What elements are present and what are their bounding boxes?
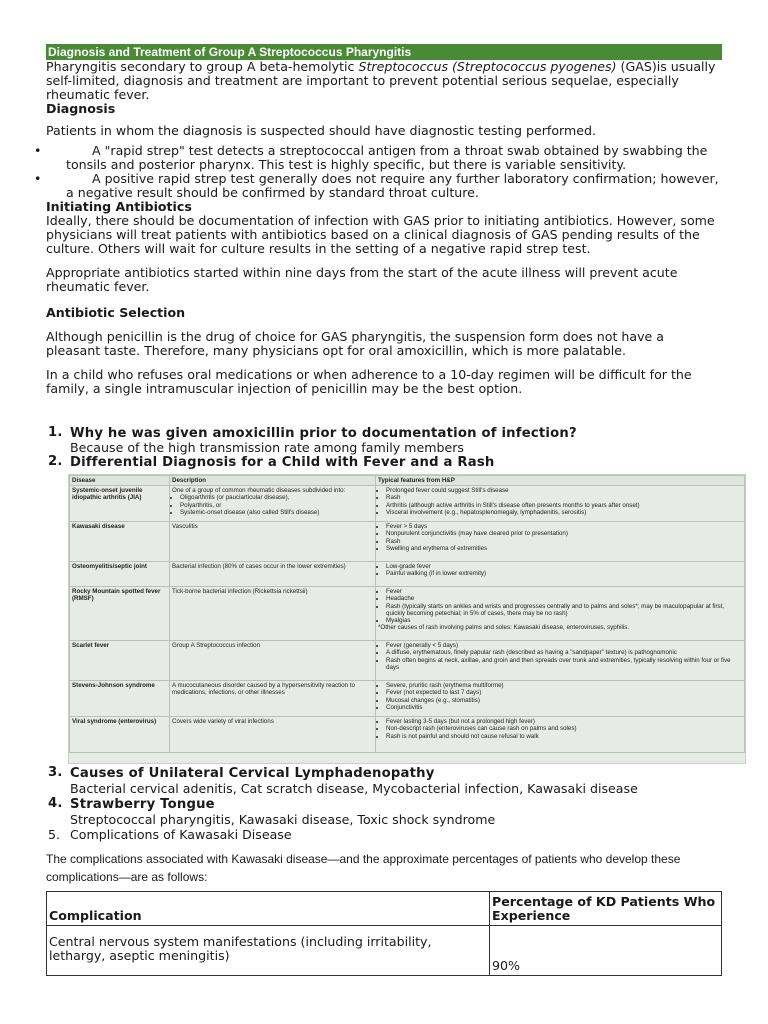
list-item: • Oligoarthritis (or pauciarticular disease), xyxy=(180,494,373,501)
differential-diagnosis-table xyxy=(69,475,745,753)
ddx-cell-features xyxy=(376,717,745,753)
ddx-cell-features xyxy=(376,562,745,587)
question-item xyxy=(46,765,722,796)
kd-complications-table xyxy=(46,891,722,976)
question-text: Complications of Kawasaki Disease xyxy=(70,827,292,842)
list-item: • Fever (generally < 5 days) xyxy=(386,642,742,649)
list-item: • Polyarthritis, or xyxy=(180,502,373,509)
ddx-features-list xyxy=(378,563,742,577)
question-number: 3. xyxy=(48,765,63,780)
ddx-cell-description xyxy=(170,562,376,587)
intro-paragraph xyxy=(46,60,722,102)
ddx-cell-description xyxy=(170,522,376,562)
ddx-features-list xyxy=(378,718,742,740)
differential-diagnosis-table-image xyxy=(68,474,746,764)
ddx-description-text: Vasculitis xyxy=(172,523,198,531)
table-row xyxy=(70,587,745,641)
intro-text-post: (GAS)is usually self-limited, diagnosis and treatment are important to prevent potential serious sequelae, especially rheumatic fever. xyxy=(46,59,716,102)
kd-table-header-row xyxy=(47,892,722,926)
ddx-cell-disease: Systemic-onset juvenile idiopathic arthritis (JIA) xyxy=(70,486,170,522)
ddx-cell-disease: Viral syndrome (enterovirus) xyxy=(70,717,170,753)
initiating-paragraph-1: Ideally, there should be documentation of infection with GAS prior to initiating antibiotics. However, some physicians will treat patients with antibiotics based on a clinical diagnosis of GAS pending results of the culture. Others will wait for culture results in the setting of a negative rapid strep test. xyxy=(46,213,715,256)
ddx-cell-features xyxy=(376,486,745,522)
table-row xyxy=(70,522,745,562)
kd-cell-complication: Central nervous system manifestations (including irritability, lethargy, aseptic meningitis) xyxy=(47,926,490,976)
table-row xyxy=(70,486,745,522)
ddx-cell-description xyxy=(170,681,376,717)
list-item: • Fever > 5 days xyxy=(386,523,742,530)
ddx-header-description: Description xyxy=(170,476,376,486)
diagnosis-bullet: • A positive rapid strep test generally does not require any further laboratory confirmation; however, a negative result should be confirmed by standard throat culture. xyxy=(46,172,722,200)
question-list-bottom xyxy=(46,765,722,842)
ddx-cell-description xyxy=(170,486,376,522)
list-item: • Rash often begins at neck, axillae, and groin and then spreads over trunk and extremities, typically resolving within four or five days xyxy=(386,657,742,671)
ddx-cell-disease: Stevens-Johnson syndrome xyxy=(70,681,170,717)
list-item: • Rash is not painful and should not cause refusal to walk xyxy=(386,733,742,740)
list-item: • Systemic-onset disease (also called Still's disease) xyxy=(180,509,373,516)
ddx-description-list xyxy=(172,494,373,516)
list-item: • Nonpurulent conjunctivitis (may have cleared prior to presentation) xyxy=(386,530,742,537)
ddx-features-list xyxy=(378,588,742,624)
question-item xyxy=(46,426,722,455)
question-number: 5. xyxy=(48,827,61,842)
ddx-features-list xyxy=(378,487,742,516)
ddx-description-text: Covers wide variety of viral infections xyxy=(172,718,274,726)
lower-section xyxy=(46,765,722,886)
list-item: • Rash xyxy=(386,494,742,501)
diagnosis-heading: Diagnosis xyxy=(46,101,116,116)
list-item: • Conjunctivitis xyxy=(386,704,742,711)
ddx-cell-features xyxy=(376,641,745,681)
ddx-cell-features xyxy=(376,681,745,717)
table-row xyxy=(47,926,722,976)
ddx-features-list xyxy=(378,642,742,671)
question-number: 2. xyxy=(48,454,63,469)
ddx-cell-disease: Rocky Mountain spotted fever (RMSF) xyxy=(70,587,170,641)
question-answer: Streptococcal pharyngitis, Kawasaki disease, Toxic shock syndrome xyxy=(70,812,496,827)
question-text: Why he was given amoxicillin prior to documentation of infection? xyxy=(70,426,577,441)
table-row xyxy=(70,562,745,587)
ddx-description-text: Bacterial infection (80% of cases occur in the lower extremities) xyxy=(172,563,346,571)
list-item: • Fever (not expected to last 7 days) xyxy=(386,689,742,696)
ddx-description-text: A mucocutaneous disorder caused by a hypersensitivity reaction to medications, infections, or other illnesses xyxy=(172,682,355,697)
list-item: • Headache xyxy=(386,595,742,602)
table-row xyxy=(70,641,745,681)
ddx-cell-disease: Kawasaki disease xyxy=(70,522,170,562)
list-item: • Low-grade fever xyxy=(386,563,742,570)
kd-cell-percentage: 90% xyxy=(490,926,722,976)
kd-header-percentage: Percentage of KD Patients Who Experience xyxy=(490,892,722,926)
ddx-features-list xyxy=(378,682,742,711)
question-text: Differential Diagnosis for a Child with Fever and a Rash xyxy=(70,455,495,470)
ddx-cell-disease: Osteomyelitis/septic joint xyxy=(70,562,170,587)
selection-paragraph-2: In a child who refuses oral medications or when adherence to a 10-day regimen will be difficult for the family, a single intramuscular injection of penicillin may be the best option. xyxy=(46,367,692,396)
list-item: • A diffuse, erythematous, finely papular rash (described as having a "sandpaper" texture) is pathognomonic xyxy=(386,649,742,656)
ddx-cell-disease: Scarlet fever xyxy=(70,641,170,681)
list-item: • Painful walking (if in lower extremity) xyxy=(386,570,742,577)
question-item xyxy=(46,827,722,842)
ddx-cell-description xyxy=(170,641,376,681)
ddx-cell-features xyxy=(376,522,745,562)
question-text: Strawberry Tongue xyxy=(70,797,215,812)
list-item: • Fever lasting 3-5 days (but not a prolonged high fever) xyxy=(386,718,742,725)
question-list-top xyxy=(46,426,722,470)
question-answer: Bacterial cervical adenitis, Cat scratch disease, Mycobacterial infection, Kawasaki disease xyxy=(70,781,638,796)
question-number: 1. xyxy=(48,425,63,440)
ddx-header-disease: Disease xyxy=(70,476,170,486)
list-item: • Rash (typically starts on ankles and wrists and progresses centrally and to palms and soles*; may be maculopapular at first, quickly becoming petechial; in 5% of cases, there may be no rash) xyxy=(386,603,742,617)
list-item: • Prolonged fever could suggest Still's disease xyxy=(386,487,742,494)
table-row xyxy=(70,681,745,717)
diagnosis-paragraph: Patients in whom the diagnosis is suspected should have diagnostic testing performed. xyxy=(46,123,596,138)
ddx-cell-description xyxy=(170,587,376,641)
document-title-banner: Diagnosis and Treatment of Group A Streptococcus Pharyngitis xyxy=(46,44,722,60)
ddx-header-features: Typical features from H&P xyxy=(376,476,745,486)
kd-header-complication: Complication xyxy=(47,892,490,926)
list-item: • Fever xyxy=(386,588,742,595)
ddx-cell-description xyxy=(170,717,376,753)
diagnosis-bullet: • A "rapid strep" test detects a streptococcal antigen from a throat swab obtained by swabbing the tonsils and posterior pharynx. This test is highly specific, but there is variable sensitivity. xyxy=(46,144,722,172)
initiating-paragraph-2: Appropriate antibiotics started within nine days from the start of the acute illness will prevent acute rheumatic fever. xyxy=(46,265,678,294)
list-item: • Visceral involvement (e.g., hepatosplenomegaly, lymphadenitis, serositis) xyxy=(386,509,742,516)
ddx-cell-features xyxy=(376,587,745,641)
list-item: • Rash xyxy=(386,538,742,545)
ddx-description-text: Group A Streptococcus infection xyxy=(172,642,261,650)
list-item: • Myalgias xyxy=(386,617,742,624)
question-text: Causes of Unilateral Cervical Lymphadenopathy xyxy=(70,766,435,781)
list-item: • Swelling and erythema of extremities xyxy=(386,545,742,552)
list-item: • Severe, pruritic rash (erythema multiforme) xyxy=(386,682,742,689)
list-item: • Mucosal changes (e.g., stomatitis) xyxy=(386,697,742,704)
question-answer: Because of the high transmission rate among family members xyxy=(70,440,464,455)
ddx-description-text: One of a group of common rheumatic diseases subdivided into: xyxy=(172,487,346,495)
ddx-features-list xyxy=(378,523,742,552)
ddx-description-text: Tick-borne bacterial infection (Rickettsia rickettsii) xyxy=(172,588,308,596)
selection-heading: Antibiotic Selection xyxy=(46,305,186,320)
kd-intro-paragraph: The complications associated with Kawasaki disease—and the approximate percentages of patients who develop these complications—are as follows: xyxy=(46,852,681,884)
intro-organism-italic: Streptococcus (Streptococcus pyogenes) xyxy=(358,59,617,74)
intro-text-pre: Pharyngitis secondary to group A beta-hemolytic xyxy=(46,59,359,74)
list-item: • Non-descript rash (enteroviruses can cause rash on palms and soles) xyxy=(386,725,742,732)
question-item xyxy=(46,796,722,827)
initiating-heading: Initiating Antibiotics xyxy=(46,199,192,214)
diagnosis-bullet-list xyxy=(46,144,722,200)
selection-paragraph-1: Although penicillin is the drug of choice for GAS pharyngitis, the suspension form does not have a pleasant taste. Therefore, many physicians opt for oral amoxicillin, which is more palatable. xyxy=(46,329,665,358)
table-row xyxy=(70,717,745,753)
document-body xyxy=(46,44,722,470)
question-item xyxy=(46,455,722,470)
ddx-footnote: *Other causes of rash involving palms and soles: Kawasaki disease, enteroviruses, syphilis. xyxy=(378,624,630,632)
list-item: • Arthritis (although active arthritis in Still's disease often presents months to years after onset) xyxy=(386,502,742,509)
question-number: 4. xyxy=(48,796,63,811)
